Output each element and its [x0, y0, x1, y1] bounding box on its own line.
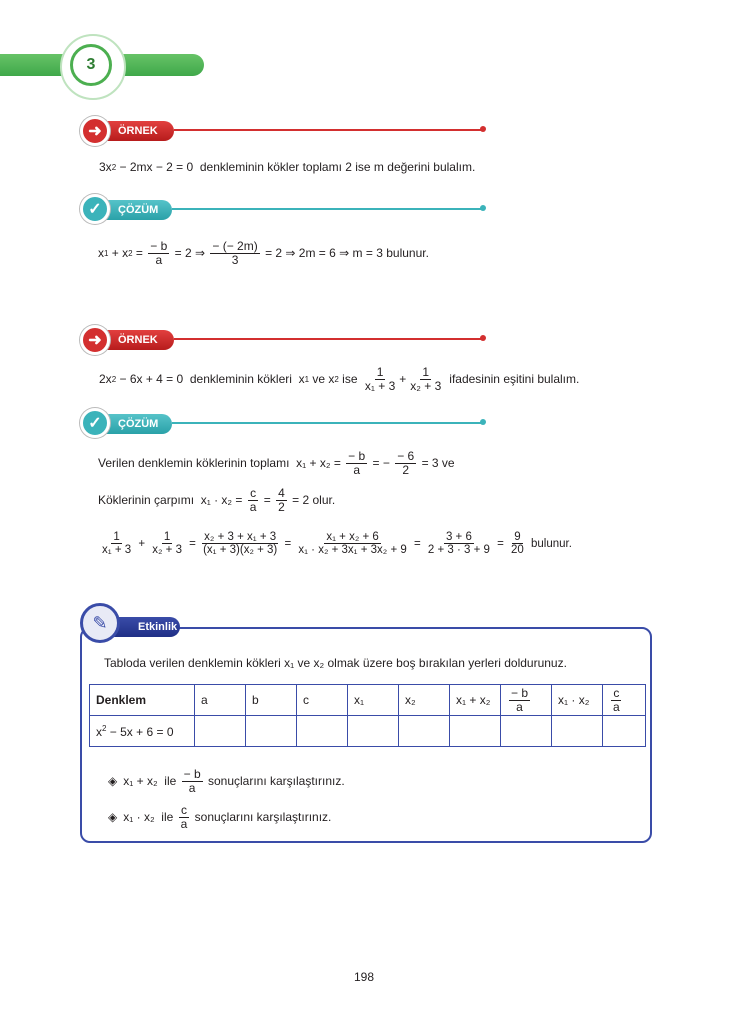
math-text: =: [132, 246, 147, 261]
solution-label: ÇÖZÜM: [118, 418, 159, 430]
numerator: 1: [422, 365, 430, 379]
example-label: ÖRNEK: [118, 125, 158, 137]
numerator: 1: [113, 531, 120, 543]
numerator: c: [180, 803, 187, 817]
example-rule-end-dot-2: [480, 335, 486, 341]
math-text: =: [410, 537, 424, 550]
problem-text: ise: [338, 372, 361, 387]
math-text: = −: [369, 456, 394, 471]
fraction: [363, 366, 397, 392]
solution-label: ÇÖZÜM: [118, 204, 159, 216]
math-text: + x: [108, 246, 129, 261]
denominator: x₂ + 3: [152, 544, 182, 557]
answer-cell-c[interactable]: [297, 716, 348, 747]
solution-rule-end-dot-1: [480, 205, 486, 211]
bullet-text: sonuçlarını karşılaştırınız.: [204, 774, 345, 789]
denominator: 2: [278, 499, 285, 514]
answer-cell-x1[interactable]: [348, 716, 399, 747]
example-label: ÖRNEK: [118, 334, 158, 346]
numerator: − b: [183, 767, 201, 781]
fraction: [150, 531, 184, 556]
table-header-cell: [501, 685, 552, 716]
denominator: 20: [511, 544, 524, 557]
answer-cell-neg-b-over-a[interactable]: [501, 716, 552, 747]
fraction: [395, 450, 416, 476]
fraction: [182, 768, 203, 794]
denominator: a: [249, 499, 257, 514]
example2-solution-line1: [98, 450, 455, 476]
problem-text: ve x: [309, 372, 335, 387]
page-number: 198: [354, 970, 375, 984]
bullet-text: x₁ · x₂ ile: [123, 810, 177, 825]
fraction: [509, 531, 526, 556]
activity-label: Etkinlik: [138, 621, 178, 633]
denominator: 2: [402, 462, 410, 477]
fraction: [276, 487, 287, 513]
example-rule-end-dot-1: [480, 126, 486, 132]
table-header-cell: x₁ + x₂: [450, 685, 501, 716]
denominator: a: [353, 462, 361, 477]
problem-text: 3x: [99, 160, 112, 174]
fraction: [100, 531, 133, 556]
example2-solution-line3: [98, 531, 572, 556]
activity-bullet-2: [108, 804, 331, 830]
answer-cell-product[interactable]: [552, 716, 603, 747]
table-header-cell: a: [195, 685, 246, 716]
denominator: a: [516, 699, 523, 714]
denominator: x₁ + 3: [364, 378, 396, 393]
diamond-bullet-icon: ◈: [108, 774, 118, 789]
denominator: x₂ + 3: [410, 378, 442, 393]
math-text: = 3 ve: [418, 456, 455, 471]
numerator: x₂ + 3 + x₁ + 3: [204, 531, 277, 543]
equation-cell: $x^2 - 5x + 6 = 0$: [90, 716, 195, 747]
table-header-cell: [603, 685, 646, 716]
solution-rule-2: [172, 422, 482, 424]
math-text: Köklerinin çarpımı x₁ · x₂ =: [98, 493, 246, 508]
math-text: = 2 olur.: [288, 493, 336, 508]
fraction: [426, 531, 492, 556]
example2-problem: 2x 2 − 6x + 4 = 0 denkleminin kökleri x 1 ve x 2 ise $\frac{1}{\text{x₁ + 3}}$ + $\frac{1}{\text{x₂ + 3}}$ ifadesinin eşitini bulalım.: [99, 365, 580, 393]
denominator: 3: [231, 252, 239, 267]
numerator: − b: [511, 685, 529, 700]
math-text: = 2 ⇒ 2m = 6 ⇒ m = 3 bulunur.: [261, 246, 429, 261]
answer-cell-sum[interactable]: [450, 716, 501, 747]
table-header-row: [90, 685, 646, 716]
math-text: x: [96, 724, 102, 739]
problem-text: − 2mx − 2 = 0 denkleminin kökler toplamı 2 ise m değerini bulalım.: [116, 160, 476, 174]
table-header-cell: Denklem: [90, 685, 195, 716]
checkmark-icon: ✓: [80, 408, 110, 438]
problem-text: − 6x + 4 = 0 denkleminin kökleri x: [116, 372, 305, 387]
denominator: (x₁ + 3)(x₂ + 3): [203, 544, 278, 557]
problem-text: 2x: [99, 372, 112, 387]
numerator: 3 + 6: [445, 531, 472, 543]
math-text: +: [399, 372, 407, 387]
fraction: [148, 240, 169, 266]
activity-table: [89, 684, 646, 747]
math-text: Verilen denklemin köklerinin toplamı x₁ + x₂ =: [98, 456, 345, 471]
solution-rule-1: [172, 208, 482, 210]
table-header-cell: b: [246, 685, 297, 716]
fraction: [201, 531, 279, 556]
answer-cell-x2[interactable]: [399, 716, 450, 747]
numerator: x₁ + x₂ + 6: [326, 531, 379, 543]
numerator: c: [250, 486, 257, 500]
fraction: [611, 687, 622, 713]
numerator: − b: [348, 449, 366, 463]
table-row: [90, 716, 646, 747]
bullet-text: sonuçlarını karşılaştırınız.: [191, 810, 332, 825]
checkmark-icon: ✓: [80, 194, 110, 224]
solution-rule-end-dot-2: [480, 419, 486, 425]
fraction: [179, 804, 190, 830]
math-text: x: [98, 246, 104, 261]
table-header-cell: c: [297, 685, 348, 716]
numerator: 9: [514, 531, 521, 543]
example-rule-2: [174, 338, 482, 340]
math-text: =: [185, 537, 200, 550]
table-header-cell: x₁: [348, 685, 399, 716]
problem-text: ifadesinin eşitini bulalım.: [449, 372, 580, 387]
table-header-cell: x₁ · x₂: [552, 685, 603, 716]
fraction: [248, 487, 259, 513]
answer-cell-a[interactable]: [195, 716, 246, 747]
numerator: 1: [376, 365, 384, 379]
math-text: +: [135, 537, 149, 550]
chapter-number-badge: 3: [70, 44, 112, 86]
math-text: bulunur.: [527, 537, 572, 550]
math-text: − 5x + 6 = 0: [106, 724, 174, 739]
numerator: 1: [163, 531, 171, 543]
arrow-right-icon: ➜: [80, 325, 110, 355]
numerator: − (− 2m): [212, 239, 258, 253]
answer-cell-b[interactable]: [246, 716, 297, 747]
numerator: − 6: [397, 449, 415, 463]
numerator: 4: [278, 486, 285, 500]
example1-problem: 3x 2 − 2mx − 2 = 0 denkleminin kökler toplamı 2 ise m değerini bulalım.: [99, 160, 476, 174]
fraction: [296, 531, 408, 556]
denominator: a: [613, 699, 620, 714]
math-text: = 2 ⇒: [171, 246, 209, 261]
math-text: =: [260, 493, 275, 508]
math-text: =: [493, 537, 508, 550]
math-text: =: [281, 537, 295, 550]
denominator: a: [188, 780, 196, 795]
fraction: [210, 240, 259, 266]
bullet-text: x₁ + x₂ ile: [123, 774, 180, 789]
example2-solution-line2: [98, 487, 335, 513]
denominator: 2 + 3 · 3 + 9: [427, 544, 490, 557]
table-header-cell: x₂: [399, 685, 450, 716]
example-rule-1: [174, 129, 482, 131]
denominator: a: [155, 252, 163, 267]
denominator: x₁ + 3: [102, 544, 132, 557]
numerator: c: [613, 685, 620, 700]
answer-cell-c-over-a[interactable]: [603, 716, 646, 747]
compass-ruler-icon: ✎: [80, 603, 120, 643]
denominator: a: [180, 816, 188, 831]
fraction: [408, 366, 443, 392]
fraction: [509, 687, 530, 713]
numerator: − b: [150, 239, 168, 253]
activity-bullet-1: [108, 768, 345, 794]
fraction: [346, 450, 367, 476]
diamond-bullet-icon: ◈: [108, 810, 118, 825]
arrow-right-icon: ➜: [80, 116, 110, 146]
denominator: x₁ · x₂ + 3x₁ + 3x₂ + 9: [298, 544, 407, 557]
example1-solution: x 1 + x 2 = $\frac{- b}{a}$ = 2 ⇒ $\frac{- (- 2m)}{3}$ = 2 ⇒ 2m = 6 ⇒ m = 3 bulunur.: [98, 239, 429, 267]
activity-instruction: Tabloda verilen denklemin kökleri x₁ ve x₂ olmak üzere boş bırakılan yerleri doldurunuz.: [104, 656, 567, 670]
